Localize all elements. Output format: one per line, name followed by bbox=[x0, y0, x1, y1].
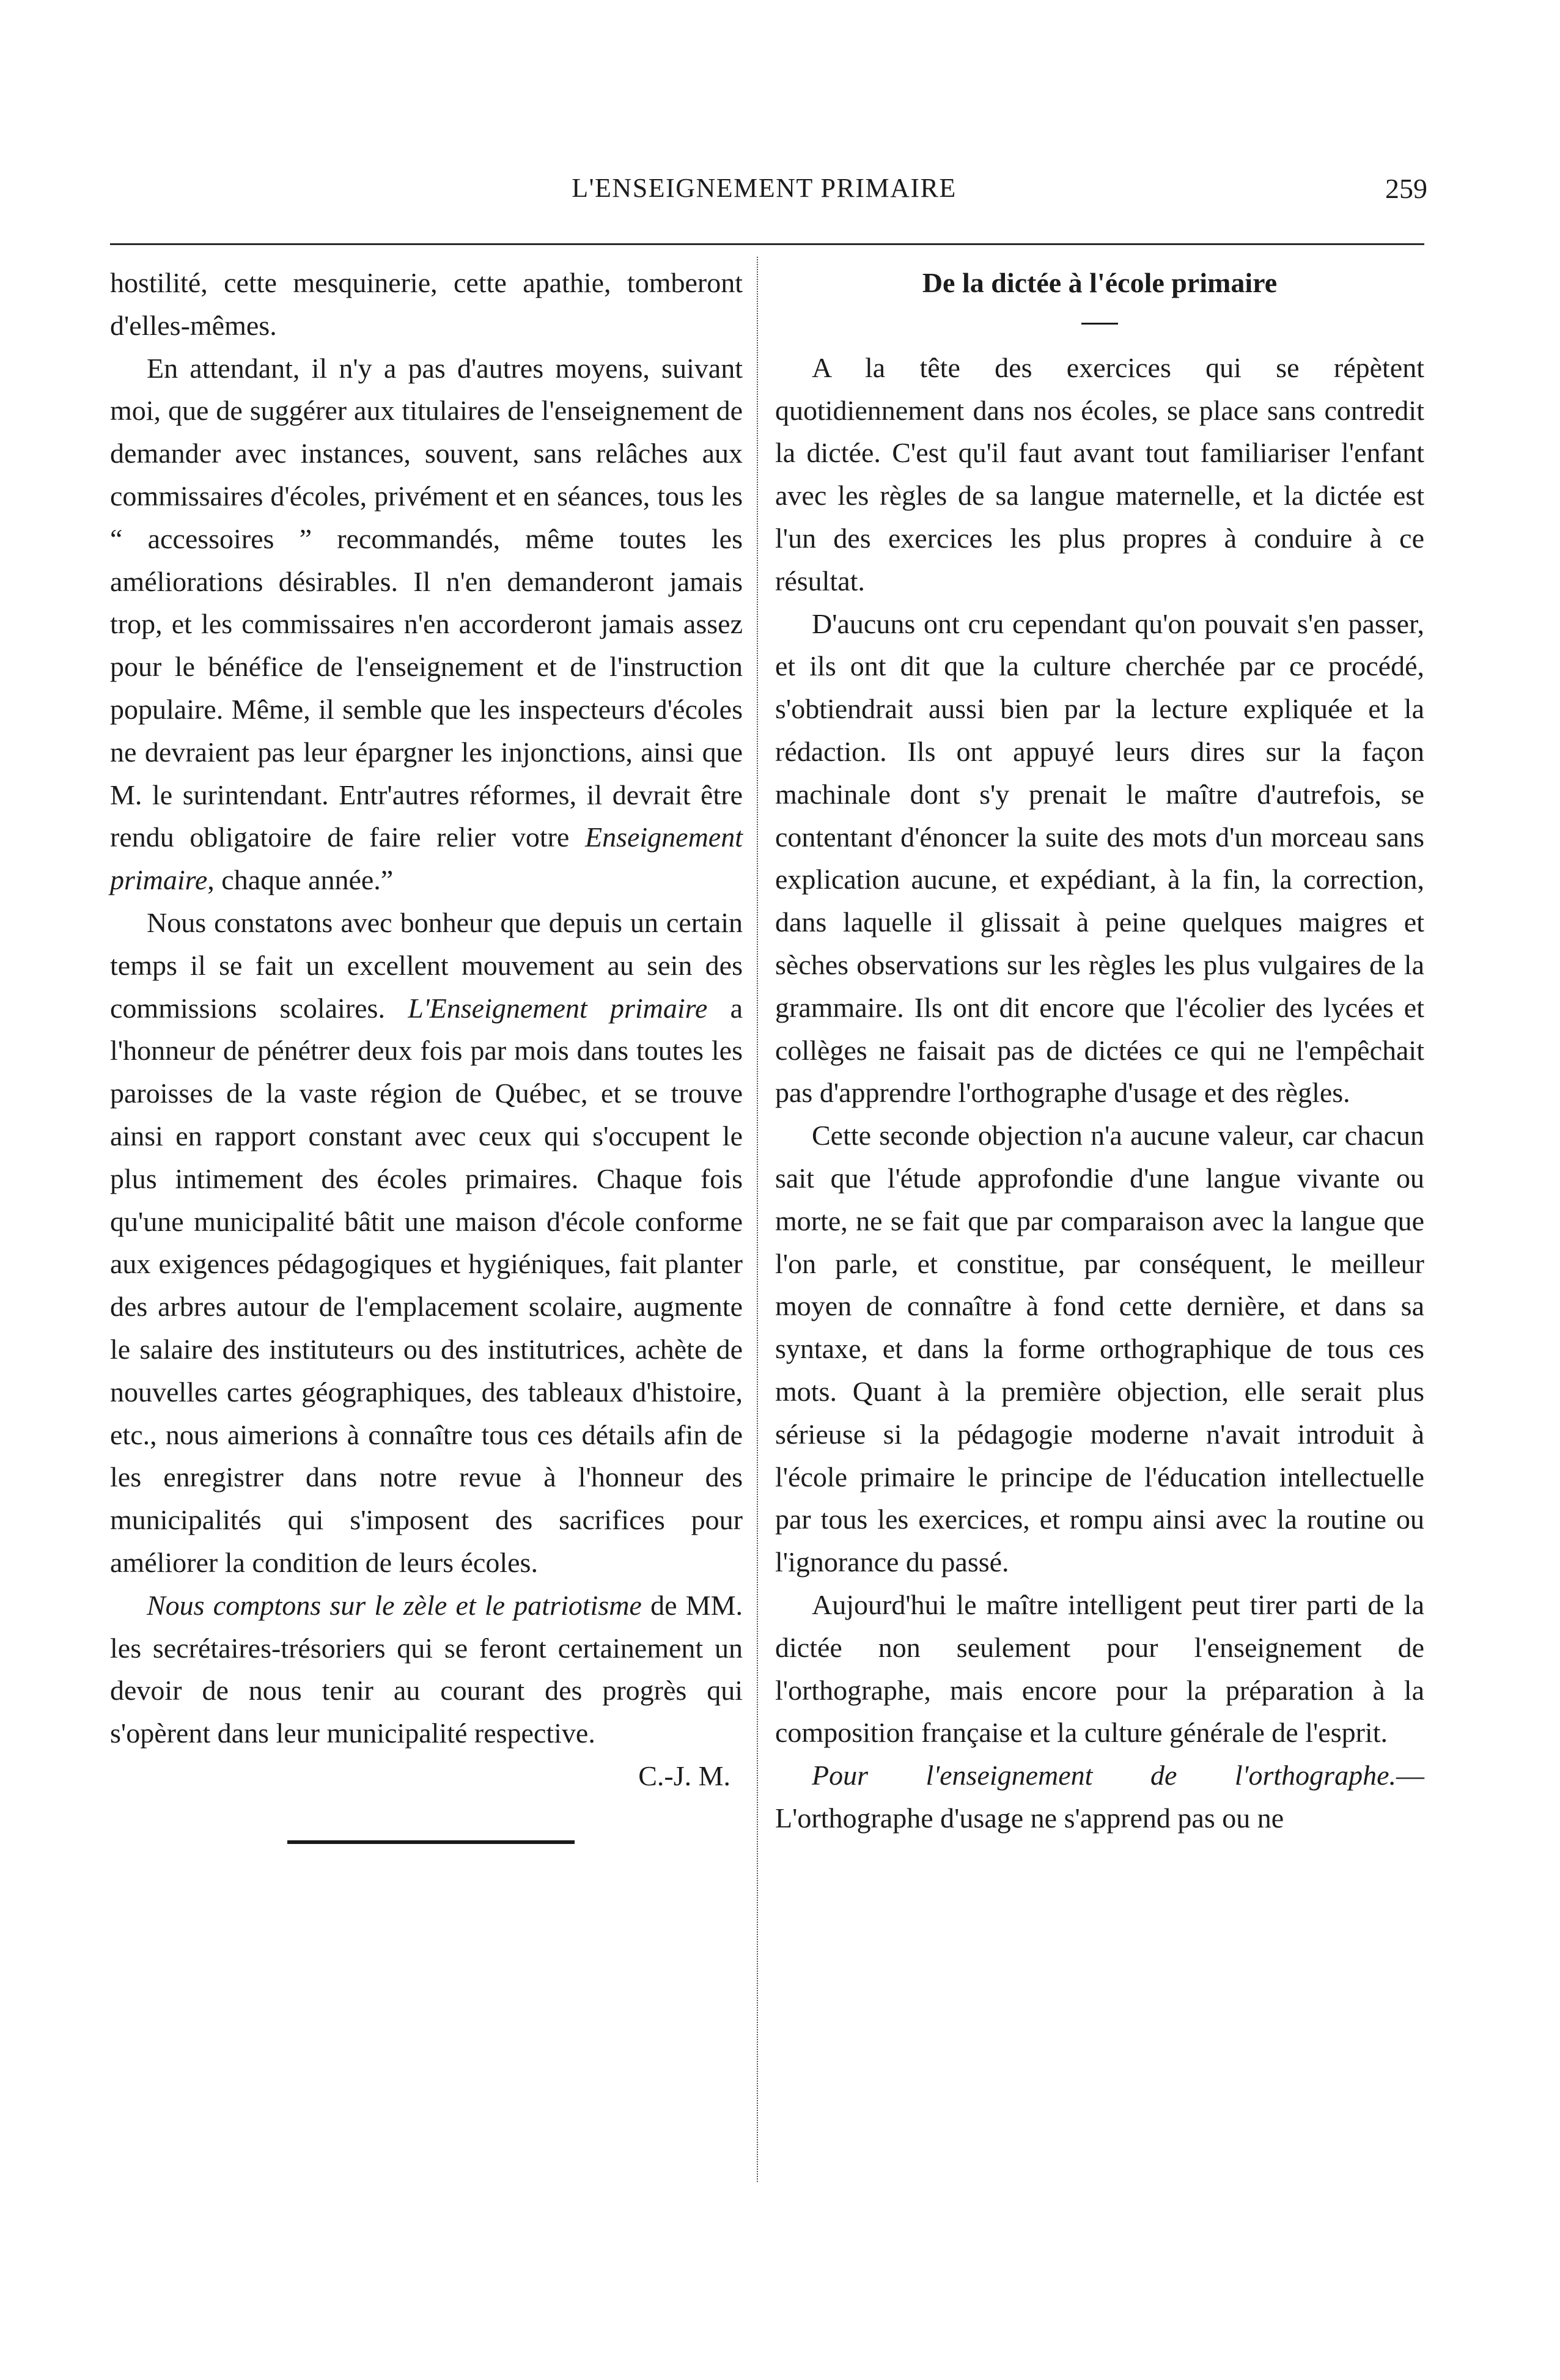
left-paragraph-3-start: Nous constatons avec bonheur que depuis un certain temps il se fait un excellent mouvement au sein des commissions scolaires. bbox=[110, 906, 743, 1024]
right-paragraph-2: D'aucuns ont cru cependant qu'on pouvait s'en passer, et ils ont dit que la culture cherchée par ce procédé, s'obtiendrait aussi bien par la lecture expliquée et la rédaction. Ils ont appuyé leurs dires sur la façon machinale dont s'y prenait le maître d'autrefois, se contentant d'énoncer la suite des mots d'un morceau sans explication aucune, et expédiant, à la fin, la correction, dans laquelle il glissait à peine quelques maigres et sèches observations sur les règles les plus vulgaires de la grammaire. Ils ont dit encore que l'écolier des lycées et collèges ne faisait pas de dictées ce qui ne l'empêchait pas d'apprendre l'orthographe d'usage et des règles. bbox=[775, 608, 1424, 1109]
left-paragraph-1: hostilité, cette mesquinerie, cette apathie, tomberont d'elles-mêmes. bbox=[110, 267, 743, 341]
column-divider bbox=[757, 257, 758, 2182]
left-paragraph-4 bbox=[110, 1584, 743, 1755]
journal-name-italic: Enseignement primaire bbox=[110, 821, 743, 896]
left-column bbox=[110, 262, 743, 1844]
right-paragraph-5 bbox=[775, 1754, 1424, 1840]
header-rule bbox=[110, 243, 1424, 245]
left-paragraph-4-italic: Nous comptons sur le zèle et le patriotisme bbox=[147, 1589, 642, 1621]
right-column bbox=[775, 262, 1424, 1840]
journal-name-italic-2: L'Enseignement primaire bbox=[408, 992, 708, 1024]
left-paragraph-3 bbox=[110, 902, 743, 1584]
right-paragraph-5-end: — L'orthographe d'usage ne s'apprend pas ou ne bbox=[775, 1760, 1424, 1834]
right-paragraph-3: Cette seconde objection n'a aucune valeur, car chacun sait que l'étude approfondie d'une langue vivante ou morte, ne se fait que par comparaison avec la langue que l'on parle, et constitue, par conséquent, le meilleur moyen de connaître à fond cette dernière, et dans sa syntaxe, et dans la forme orthographique de tous ces mots. Quant à la première objection, elle serait plus sérieuse si la pédagogie moderne n'avait introduit à l'école primaire le principe de l'éducation intellectuelle par tous les exercices, et rompu ainsi avec la routine ou l'ignorance du passé. bbox=[775, 1120, 1424, 1578]
right-paragraph-4: Aujourd'hui le maître intelligent peut tirer parti de la dictée non seulement pour l'enseignement de l'orthographe, mais encore pour la préparation à la composition française et la culture générale de l'esprit. bbox=[775, 1589, 1424, 1749]
signature: C.-J. M. bbox=[638, 1760, 730, 1791]
right-paragraph-1: A la tête des exercices qui se répètent quotidiennement dans nos écoles, se place sans contredit la dictée. C'est qu'il faut avant tout familiariser l'enfant avec les règles de sa langue maternelle, et la dictée est l'un des exercices les plus propres à conduire à ce résultat. bbox=[775, 351, 1424, 597]
page-number: 259 bbox=[1385, 173, 1427, 204]
left-paragraph-2-text: En attendant, il n'y a pas d'autres moyens, suivant moi, que de suggérer aux titulaires de l'enseignement de demander avec instances, souvent, sans relâches aux commissaires d'écoles, privément et en séances, tous les “ accessoires ” recommandés, même toutes les améliorations désirables. Il n'en demanderont jamais trop, et les commissaires n'en accorderont jamais assez pour le bénéfice de l'enseignement et de l'instruction populaire. Même, il semble que les inspecteurs d'écoles ne devraient pas leur épargner les injonctions, ainsi que M. le surintendant. Entr'autres réformes, il devrait être rendu obligatoire de faire relier votre bbox=[110, 352, 743, 853]
left-paragraph-4-end: de MM. les secrétaires-trésoriers qui se feront certainement un devoir de nous tenir au courant des progrès qui s'opèrent dans leur municipalité respective. bbox=[110, 1589, 743, 1749]
left-paragraph-3-end: a l'honneur de pénétrer deux fois par mois dans toutes les paroisses de la vaste région de Québec, et se trouve ainsi en rapport constant avec ceux qui s'occupent le plus intimement des écoles primaires. Chaque fois qu'une municipalité bâtit une maison d'école conforme aux exigences pédagogiques et hygiéniques, fait planter des arbres autour de l'emplacement scolaire, augmente le salaire des instituteurs ou des institutrices, achète de nouvelles cartes géographiques, des tableaux d'histoire, etc., nous aimerions à connaître tous ces détails afin de les enregistrer dans notre revue à l'honneur des municipalités qui s'imposent des sacrifices pour améliorer la condition de leurs écoles. bbox=[110, 992, 743, 1578]
article-title: De la dictée à l'école primaire bbox=[922, 267, 1278, 298]
left-paragraph-2-end: , chaque année.” bbox=[207, 864, 394, 896]
left-paragraph-2 bbox=[110, 347, 743, 902]
section-heading-italic: Pour l'enseignement de l'orthographe. bbox=[812, 1760, 1396, 1791]
article-end-rule bbox=[287, 1840, 575, 1844]
running-title: L'ENSEIGNEMENT PRIMAIRE bbox=[572, 173, 957, 203]
title-dash bbox=[1081, 323, 1118, 325]
running-head bbox=[101, 172, 1427, 215]
